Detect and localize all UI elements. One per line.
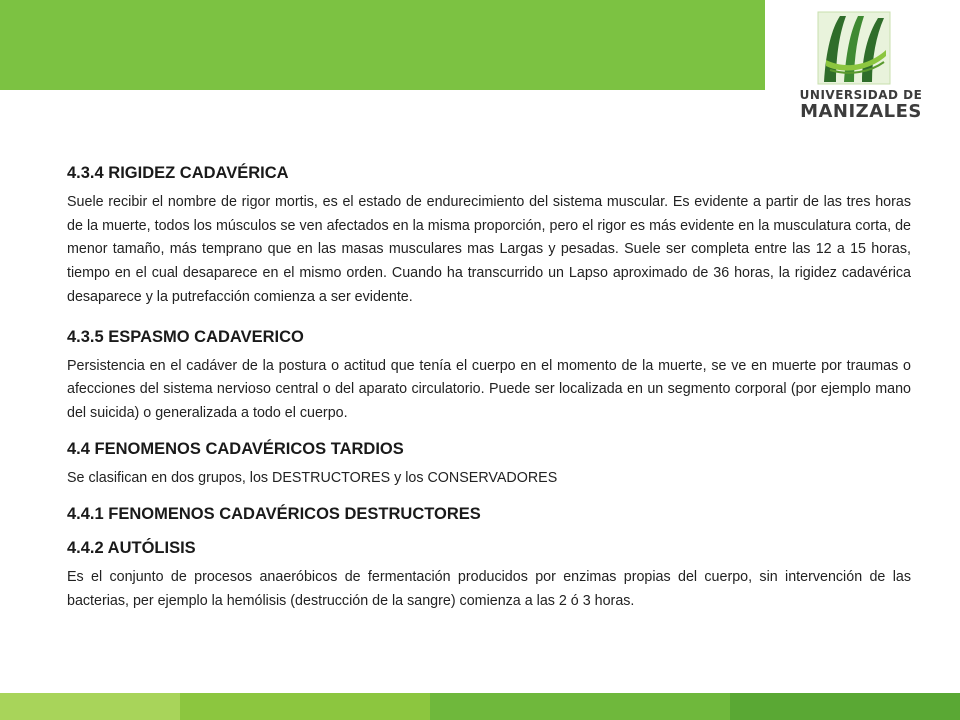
heading-autolisis: 4.4.2 AUTÓLISIS [67, 539, 196, 558]
footer-green-bar [0, 693, 960, 720]
header-green-bar [0, 0, 765, 90]
footer-stripe-darkest [730, 693, 960, 720]
footer-stripe-mid [180, 693, 430, 720]
university-logo [770, 10, 950, 120]
logo-text-line1: UNIVERSIDAD DE [799, 88, 923, 102]
paragraph-espasmo-cadaverico: Persistencia en el cadáver de la postura o actitud que tenía el cuerpo en el momento de la muerte, se ve en muerte por traumas o afecciones del sistema nervioso central o del aparato circulatorio. Puede ser localizada en un segmento corporal (por ejemplo mano del suicida) o generalizada a todo el cuerpo. [67, 357, 911, 421]
footer-stripe-dark [430, 693, 730, 720]
logo-text-line2: MANIZALES [800, 101, 922, 122]
heading-rigidez-cadaverica: 4.3.4 RIGIDEZ CADAVÉRICA [67, 164, 289, 182]
footer-stripe-light [0, 693, 180, 720]
document-body [67, 162, 911, 614]
heading-espasmo-cadaverico: 4.3.5 ESPASMO CADAVERICO [67, 327, 304, 346]
heading-fenomenos-destructores: 4.4.1 FENOMENOS CADAVÉRICOS DESTRUCTORES [67, 505, 481, 524]
paragraph-rigidez-cadaverica: Suele recibir el nombre de rigor mortis, es el estado de endurecimiento del sistema muscular. Es evidente a partir de las tres horas de la muerte, todos los músculos se ven afectados en la misma proporción, pero el rigor es más evidente en la musculatura corta, de menor tamaño, más temprano que en las masas musculares mas Largas y pesadas. Suele ser completa entre las 12 a 15 horas, tiempo en el cual desaparece en el mismo orden. Cuando ha transcurrido un Lapso aproximado de 36 horas, la rigidez cadavérica desaparece y la putrefacción comienza a ser evidente. [67, 194, 911, 305]
paragraph-autolisis: Es el conjunto de procesos anaeróbicos de fermentación producidos por enzimas propias del cuerpo, sin intervención de las bacterias, per ejemplo la hemólisis (destrucción de la sangre) comienza a las 2 ó 3 horas. [67, 569, 911, 610]
logo-emblem-icon [770, 10, 950, 90]
heading-fenomenos-tardios: 4.4 FENOMENOS CADAVÉRICOS TARDIOS [67, 439, 404, 458]
paragraph-fenomenos-tardios: Se clasifican en dos grupos, los DESTRUCTORES y los CONSERVADORES [67, 469, 558, 486]
